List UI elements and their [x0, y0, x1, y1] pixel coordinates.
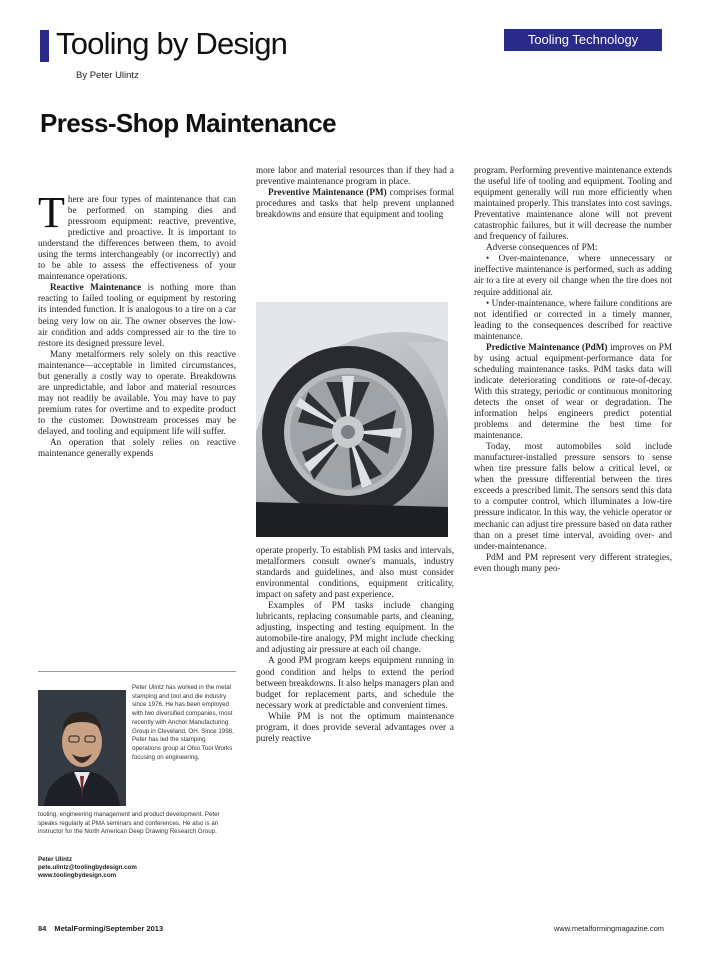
author-name: Peter Ulintz: [38, 856, 73, 863]
paragraph: While PM is not the optimum maintenance program, it does provide several advantages over a purely reactive: [256, 710, 454, 743]
paragraph: • Over-maintenance, where unnecessary or ineffective maintenance is performed, such as adding air to a tire at every oil change when the tire does not require additional air.: [474, 253, 672, 297]
paragraph: program. Performing preventive maintenance extends the useful life of tooling and equipment. Tooling and equipment generally will run more efficiently when maintained properly. This translates into cost savings. Preventative maintenance alone will not prevent catastrophic failures, but it will decrease the number and frequency of failures.: [474, 165, 672, 242]
paragraph: An operation that solely relies on reactive maintenance generally expends: [38, 437, 236, 459]
paragraph: operate properly. To establish PM tasks and intervals, metalformers consult owner's manuals, industry standards and guidelines, and also must consider environmental conditions, equipment criticality, impact on safety and past experience.: [256, 545, 454, 600]
paragraph-lead: Reactive Maintenance: [50, 282, 142, 293]
footer-url[interactable]: www.metalformingmagazine.com: [553, 924, 664, 933]
column-title: Tooling by Design: [56, 26, 288, 61]
bio-divider: [38, 671, 236, 672]
paragraph: Examples of PM tasks include changing lubricants, replacing consumable parts, and cleaning, adjusting, inspecting and testing equipment. In the automobile-tire analogy, PM might include checking and adjusting air pressure at each oil change.: [256, 600, 454, 655]
page-number: 84: [38, 924, 47, 933]
paragraph: [474, 342, 672, 441]
paragraph: • Under-maintenance, where failure conditions are not identified or corrected in a timely manner, leading to the consequences described for reactive maintenance.: [474, 297, 672, 341]
footer-left: [38, 924, 171, 933]
article-headline: Press-Shop Maintenance: [40, 108, 336, 138]
paragraph: [38, 282, 236, 348]
author-portrait-illustration: [38, 690, 126, 806]
paragraph-lead: Predictive Maintenance (PdM): [486, 341, 608, 352]
car-wheel-illustration: [256, 302, 448, 537]
paragraph-text: is nothing more than reacting to failed tooling or equipment by restoring its intended function. It is analogous to a tire on a car being very low on air. The owner observes the low-air condition and adds compressed air to the tire to restore its designed pressure level.: [38, 282, 236, 348]
paragraph: Many metalformers rely solely on this reactive maintenance—acceptable in limited circumstances, but generally a costly way to operate. Breakdowns are unpredictable, and labor and material resources may not readily be available. You may have to pay premium rates for overtime and to expedite product to the customer. Downstream processes may be delayed, and tooling and equipment life will suffer.: [38, 348, 236, 436]
paragraph: [38, 194, 236, 282]
paragraph-text: comprises formal procedures and tasks that help prevent unplanned breakdowns and ensure that equipment and tooling: [256, 187, 454, 220]
paragraph: Today, most automobiles sold include manufacturer-installed pressure sensors to sense when tire pressure falls below a critical level, or when the pressure differential between the tires exceeds a prescribed limit. The sensors send this data to a computer control, which illuminates a low-tire pressure indicator. In this way, the vehicle operator or mechanic can adjust tire pressure based on data rather than on a preset time interval, avoiding over- and under-maintenance.: [474, 441, 672, 551]
paragraph: Adverse consequences of PM:: [486, 242, 598, 253]
paragraph: [256, 187, 454, 220]
author-bio-wide: tooling, engineering management and product development. Peter speaks regularly at PMA seminars and conferences. He also is an instructor for the North American Deep Drawing Research Group.: [38, 811, 220, 836]
article-column-2-top: [256, 165, 454, 305]
author-contact: [38, 864, 236, 880]
paragraph: A good PM program keeps equipment running in good condition and helps to extend the period between breakdowns. It also helps managers plan and budget for replacement parts, and schedule the necessary work at predictable and convenient times.: [256, 655, 454, 710]
section-tag: Tooling Technology: [504, 29, 662, 51]
article-column-1: [38, 194, 236, 664]
paragraph: PdM and PM represent very different strategies, even though many peo-: [474, 551, 672, 573]
drop-cap: T: [38, 194, 65, 237]
paragraph-lead: Preventive Maintenance (PM): [268, 187, 387, 198]
author-bio-narrow: Peter Ulintz has worked in the metal stamping and tool and die industry since 1976. He has been employed with two diversified companies, most recently with Anchor Manufacturing Group in Cleveland, OH. Since 1998, Peter has led the stamping operations group at Ohio Tool Works focusing on engineering,: [132, 684, 234, 761]
article-column-3: [474, 165, 672, 900]
article-column-2-bottom: [256, 545, 454, 900]
car-wheel-photo: [256, 302, 448, 537]
author-web-link[interactable]: www.toolingbydesign.com: [38, 872, 117, 879]
author-email-link[interactable]: pete.ulintz@toolingbydesign.com: [38, 864, 137, 871]
author-portrait: [38, 690, 126, 806]
paragraph-text: improves on PM by using actual equipment-performance data for scheduling maintenance tasks. PdM tasks data will indicate deteriorating conditions or rate-of-decay. With this strategy, periodic or continuous monitoring detects the onset of wear or degradation. The information helps engineers predict potential problems and determine the best time for maintenance.: [474, 341, 672, 441]
paragraph: more labor and material resources than if they had a preventive maintenance program in place.: [256, 165, 454, 187]
column-title-bar: [40, 30, 49, 62]
paragraph-text: here are four types of maintenance that can be performed on stamping dies and pressroom equipment: reactive, preventive, predictive and proactive. It is important to understand the differences between them, to avoid using the terms interchangeably (or incorrectly) and to be able to assess the effectiveness of your maintenance operations.: [38, 194, 236, 282]
byline: By Peter Ulintz: [76, 70, 139, 81]
publication-name: MetalForming/September 2013: [54, 924, 164, 933]
